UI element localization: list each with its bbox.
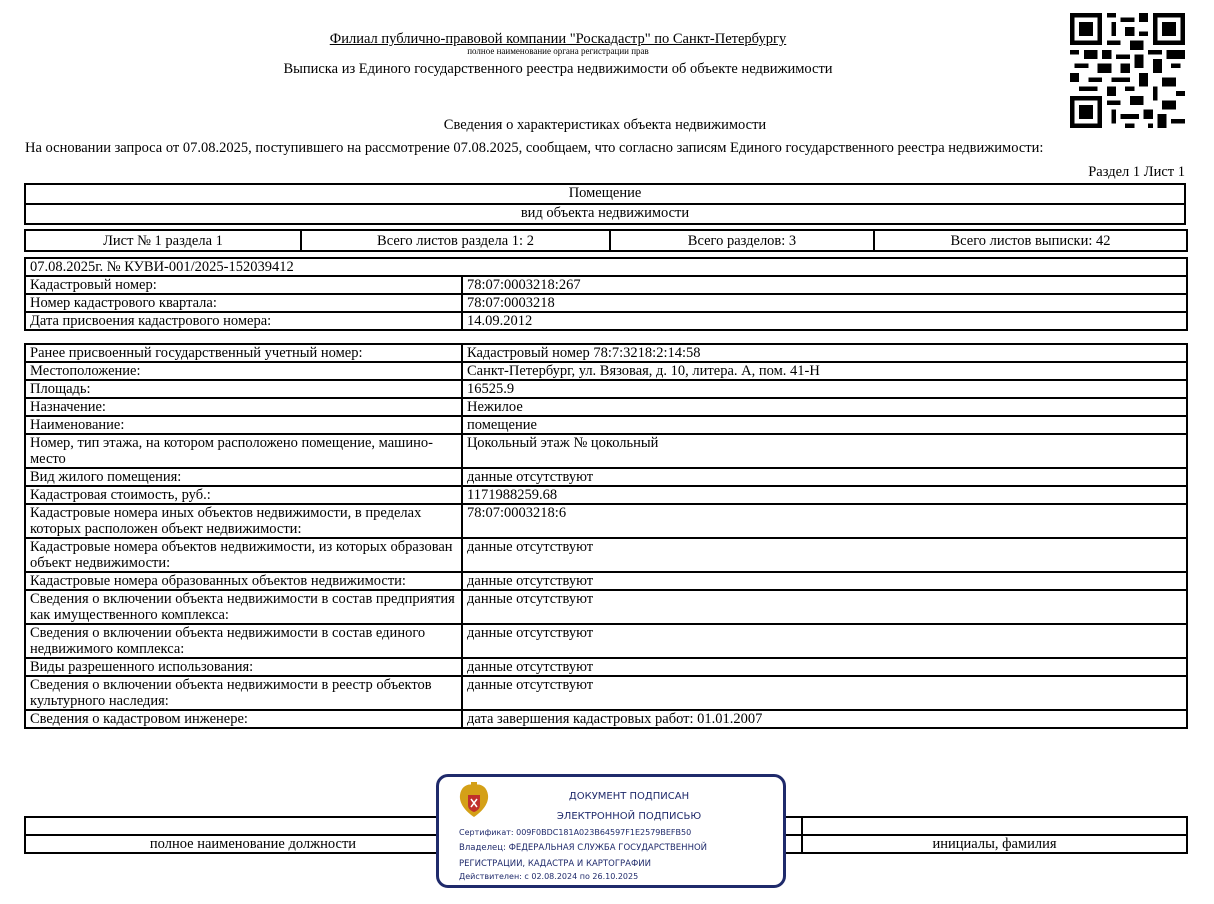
stamp-owner-line1: Владелец: ФЕДЕРАЛЬНАЯ СЛУЖБА ГОСУДАРСТВЕННОЙ	[459, 843, 708, 853]
row-value: Нежилое	[462, 398, 1187, 416]
row-value: данные отсутствуют	[462, 676, 1187, 710]
object-type-table	[24, 183, 1186, 225]
row-value: 78:07:0003218:267	[462, 276, 1187, 294]
row-value: 14.09.2012	[462, 312, 1187, 330]
sheets-in-section: Всего листов раздела 1: 2	[301, 230, 610, 251]
basic-info-table	[24, 257, 1188, 331]
row-label: Ранее присвоенный государственный учетный номер:	[25, 344, 462, 362]
row-label: Сведения о кадастровом инженере:	[25, 710, 462, 728]
row-label: Сведения о включении объекта недвижимости в реестр объектов культурного наследия:	[25, 676, 462, 710]
document-title: Выписка из Единого государственного реестра недвижимости об объекте недвижимости	[283, 61, 833, 77]
row-value: данные отсутствуют	[462, 468, 1187, 486]
row-label: Виды разрешенного использования:	[25, 658, 462, 676]
coat-of-arms-icon	[457, 781, 491, 821]
table-row	[25, 312, 1187, 330]
table-row	[25, 398, 1187, 416]
organization-name: Филиал публично-правовой компании "Роскадастр" по Санкт-Петербургу	[329, 31, 787, 47]
object-type: Помещение	[25, 184, 1185, 204]
row-value: дата завершения кадастровых работ: 01.01.2007	[462, 710, 1187, 728]
row-label: Площадь:	[25, 380, 462, 398]
table-row	[25, 504, 1187, 538]
row-label: Номер, тип этажа, на котором расположено помещение, машино-место	[25, 434, 462, 468]
row-value: 78:07:0003218:6	[462, 504, 1187, 538]
table-row	[25, 380, 1187, 398]
row-value: данные отсутствуют	[462, 624, 1187, 658]
organization-caption: полное наименование органа регистрации прав	[467, 46, 649, 56]
row-label: Кадастровые номера объектов недвижимости, из которых образован объект недвижимости:	[25, 538, 462, 572]
record-id: 07.08.2025г. № КУВИ-001/2025-152039412	[25, 258, 1187, 276]
intro-text: На основании запроса от 07.08.2025, поступившего на рассмотрение 07.08.2025, сообщаем, что согласно записям Единого государственного реестра недвижимости:	[25, 140, 1044, 156]
total-sections: Всего разделов: 3	[610, 230, 874, 251]
table-row	[25, 572, 1187, 590]
row-value: 1171988259.68	[462, 486, 1187, 504]
table-row	[25, 362, 1187, 380]
table-row	[25, 294, 1187, 312]
stamp-line2: ЭЛЕКТРОННОЙ ПОДПИСЬЮ	[556, 811, 702, 822]
table-row	[25, 676, 1187, 710]
row-value: Санкт-Петербург, ул. Вязовая, д. 10, литера. А, пом. 41-Н	[462, 362, 1187, 380]
row-label: Назначение:	[25, 398, 462, 416]
row-label: Кадастровые номера иных объектов недвижимости, в пределах которых расположен объект недвижимости:	[25, 504, 462, 538]
stamp-certificate: Сертификат: 009F0BDC181A023B64597F1E2579BEFB50	[459, 828, 692, 837]
row-value: данные отсутствуют	[462, 658, 1187, 676]
row-value: 16525.9	[462, 380, 1187, 398]
e-signature-stamp	[436, 774, 786, 888]
row-label: Дата присвоения кадастрового номера:	[25, 312, 462, 330]
row-label: Сведения о включении объекта недвижимости в состав единого недвижимого комплекса:	[25, 624, 462, 658]
table-row	[25, 434, 1187, 468]
name-caption: инициалы, фамилия	[802, 835, 1187, 853]
row-value: Кадастровый номер 78:7:3218:2:14:58	[462, 344, 1187, 362]
object-type-caption: вид объекта недвижимости	[25, 204, 1185, 224]
total-sheets: Всего листов выписки: 42	[874, 230, 1187, 251]
table-row	[25, 416, 1187, 434]
section-sheet-label: Раздел 1 Лист 1	[1088, 164, 1185, 180]
row-value: помещение	[462, 416, 1187, 434]
table-row	[25, 538, 1187, 572]
row-label: Кадастровый номер:	[25, 276, 462, 294]
row-value: данные отсутствуют	[462, 572, 1187, 590]
row-value: данные отсутствуют	[462, 538, 1187, 572]
row-label: Номер кадастрового квартала:	[25, 294, 462, 312]
position-caption: полное наименование должности	[25, 835, 481, 853]
table-row	[25, 590, 1187, 624]
row-label: Наименование:	[25, 416, 462, 434]
qr-code-icon	[1070, 13, 1185, 128]
row-value: 78:07:0003218	[462, 294, 1187, 312]
row-label: Сведения о включении объекта недвижимости в состав предприятия как имущественного комплекса:	[25, 590, 462, 624]
sheet-number: Лист № 1 раздела 1	[25, 230, 301, 251]
row-label: Вид жилого помещения:	[25, 468, 462, 486]
row-label: Местоположение:	[25, 362, 462, 380]
stamp-line1: ДОКУМЕНТ ПОДПИСАН	[568, 791, 690, 802]
row-label: Кадастровые номера образованных объектов недвижимости:	[25, 572, 462, 590]
table-row	[25, 658, 1187, 676]
table-row	[25, 276, 1187, 294]
row-label: Кадастровая стоимость, руб.:	[25, 486, 462, 504]
row-value: данные отсутствуют	[462, 590, 1187, 624]
table-row	[25, 486, 1187, 504]
stamp-validity: Действителен: с 02.08.2024 по 26.10.2025	[459, 872, 639, 881]
row-value: Цокольный этаж № цокольный	[462, 434, 1187, 468]
table-row	[25, 710, 1187, 728]
stamp-owner-line2: РЕГИСТРАЦИИ, КАДАСТРА И КАРТОГРАФИИ	[459, 859, 651, 869]
details-table	[24, 343, 1188, 729]
table-row	[25, 624, 1187, 658]
section-title: Сведения о характеристиках объекта недвижимости	[443, 117, 767, 133]
sheet-info-table	[24, 229, 1188, 252]
table-row	[25, 468, 1187, 486]
table-row	[25, 344, 1187, 362]
